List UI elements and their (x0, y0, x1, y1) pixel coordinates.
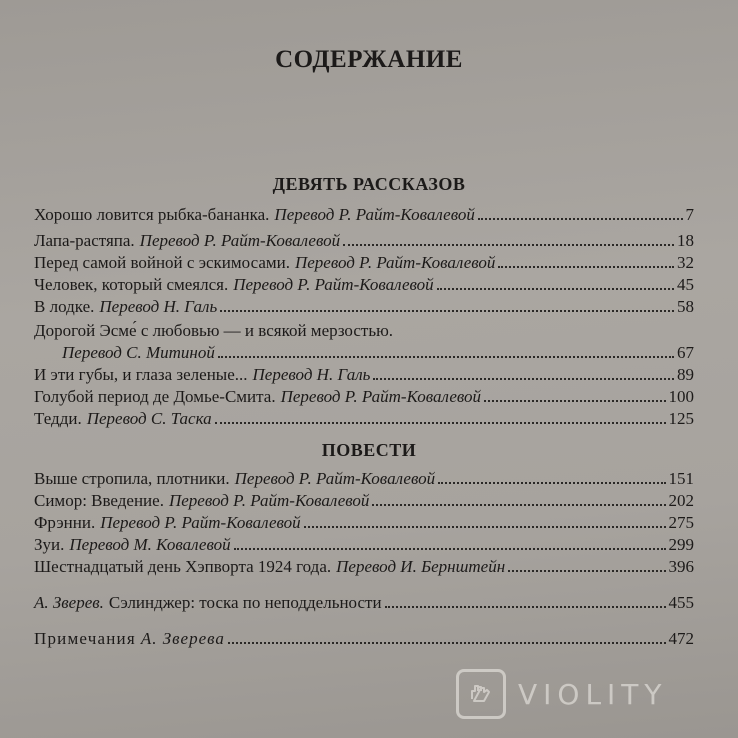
entry-title: Выше стропила, плотники. (34, 469, 230, 488)
toc-entry[interactable] (34, 556, 694, 578)
toc-entry[interactable] (34, 274, 694, 296)
entry-page: 151 (668, 469, 694, 488)
entry-title: Человек, который смеялся. (34, 275, 229, 294)
entry-translator: Перевод М. Ковалевой (69, 535, 231, 554)
entry-translator: Перевод Р. Райт-Ковалевой (139, 231, 341, 250)
entry-translator: Перевод Н. Галь (99, 297, 218, 316)
entry-title: Лапа-растяпа. (34, 231, 135, 250)
notes-author: А. Зверева (140, 629, 225, 648)
entry-translator: Перевод Р. Райт-Ковалевой (274, 205, 475, 224)
toc-entry-continuation[interactable] (62, 342, 694, 364)
entry-page: 396 (668, 557, 694, 576)
entry-title: И эти губы, и глаза зеленые... (34, 365, 248, 384)
toc-entry[interactable] (34, 230, 694, 252)
toc-entry[interactable] (34, 408, 694, 430)
entry-translator: Перевод Р. Райт-Ковалевой (233, 275, 434, 294)
entry-page: 67 (677, 343, 694, 362)
watermark (456, 664, 726, 724)
leader-dots (484, 386, 665, 402)
toc-entry[interactable] (34, 468, 694, 490)
leader-dots (508, 556, 665, 572)
entry-title: Дорогой Эсме́ с любовью — и всякой мерзостью. (34, 321, 394, 340)
leader-dots (218, 342, 674, 358)
entry-title: Зуи. (34, 535, 65, 554)
entry-translator: Перевод Р. Райт-Ковалевой (294, 253, 496, 272)
toc-entry[interactable] (34, 364, 694, 386)
entry-page: 18 (677, 231, 694, 250)
toc-entry[interactable] (34, 386, 694, 408)
section-heading-stories: ДЕВЯТЬ РАССКАЗОВ (272, 174, 466, 194)
leader-dots (373, 364, 674, 380)
leader-dots (343, 230, 674, 246)
entry-translator: Перевод И. Бернштейн (336, 557, 506, 576)
entry-page: 202 (668, 491, 694, 510)
toc-entry-notes[interactable] (34, 628, 694, 650)
entry-title: Симор: Введение. (34, 491, 164, 510)
entry-page: 100 (668, 387, 694, 406)
toc-entry[interactable] (34, 252, 694, 274)
entry-translator: Перевод Р. Райт-Ковалевой (168, 491, 370, 510)
leader-dots (215, 408, 666, 424)
toc-entry[interactable] (34, 512, 694, 534)
entry-title: Тедди. (34, 409, 82, 428)
toc-entry[interactable] (34, 296, 694, 318)
toc-entry[interactable] (34, 534, 694, 556)
essay-author: А. Зверев. (34, 593, 104, 612)
notes-title: Примечания (34, 629, 136, 648)
page-title: СОДЕРЖАНИЕ (275, 46, 463, 73)
entry-page: 32 (677, 253, 694, 272)
leader-dots (438, 468, 665, 484)
entry-page: 472 (668, 629, 694, 648)
entry-title: Шестнадцатый день Хэпворта 1924 года. (34, 557, 332, 576)
toc-entry[interactable] (34, 490, 694, 512)
entry-page: 125 (668, 409, 694, 428)
entry-title: Перед самой войной с эскимосами. (34, 253, 290, 272)
entry-translator: Перевод Н. Галь (252, 365, 371, 384)
entry-title: В лодке. (34, 297, 95, 316)
leader-dots (372, 490, 665, 506)
entry-translator: Перевод Р. Райт-Ковалевой (100, 513, 301, 532)
section-heading-novellas: ПОВЕСТИ (321, 440, 417, 460)
entry-page: 275 (668, 513, 694, 532)
entry-title: Голубой период де Домье-Смита. (34, 387, 276, 406)
leader-dots (478, 204, 683, 220)
entry-page: 58 (677, 297, 694, 316)
entry-page: 89 (677, 365, 694, 384)
entry-page: 455 (668, 593, 694, 612)
essay-title: Сэлинджер: тоска по неподдельности (108, 593, 382, 612)
watermark-text: VIOLITY (518, 677, 668, 711)
entry-page: 7 (685, 205, 694, 224)
leader-dots (385, 592, 666, 608)
entry-translator: Перевод С. Таска (86, 409, 212, 428)
toc-entry-essay[interactable] (34, 592, 694, 614)
entry-translator: Перевод С. Митиной (62, 343, 215, 362)
entry-page: 299 (668, 535, 694, 554)
toc-entry[interactable] (34, 204, 694, 226)
entry-title: Хорошо ловится рыбка-бананка. (34, 205, 270, 224)
leader-dots (228, 628, 666, 644)
entry-translator: Перевод Р. Райт-Ковалевой (234, 469, 436, 488)
leader-dots (220, 296, 674, 312)
toc-entry[interactable] (34, 320, 694, 342)
leader-dots (234, 534, 666, 550)
leader-dots (498, 252, 674, 268)
entry-page: 45 (677, 275, 694, 294)
hand-logo-icon (456, 669, 506, 719)
leader-dots (437, 274, 674, 290)
entry-translator: Перевод Р. Райт-Ковалевой (280, 387, 482, 406)
leader-dots (304, 512, 666, 528)
entry-title: Фрэнни. (34, 513, 96, 532)
